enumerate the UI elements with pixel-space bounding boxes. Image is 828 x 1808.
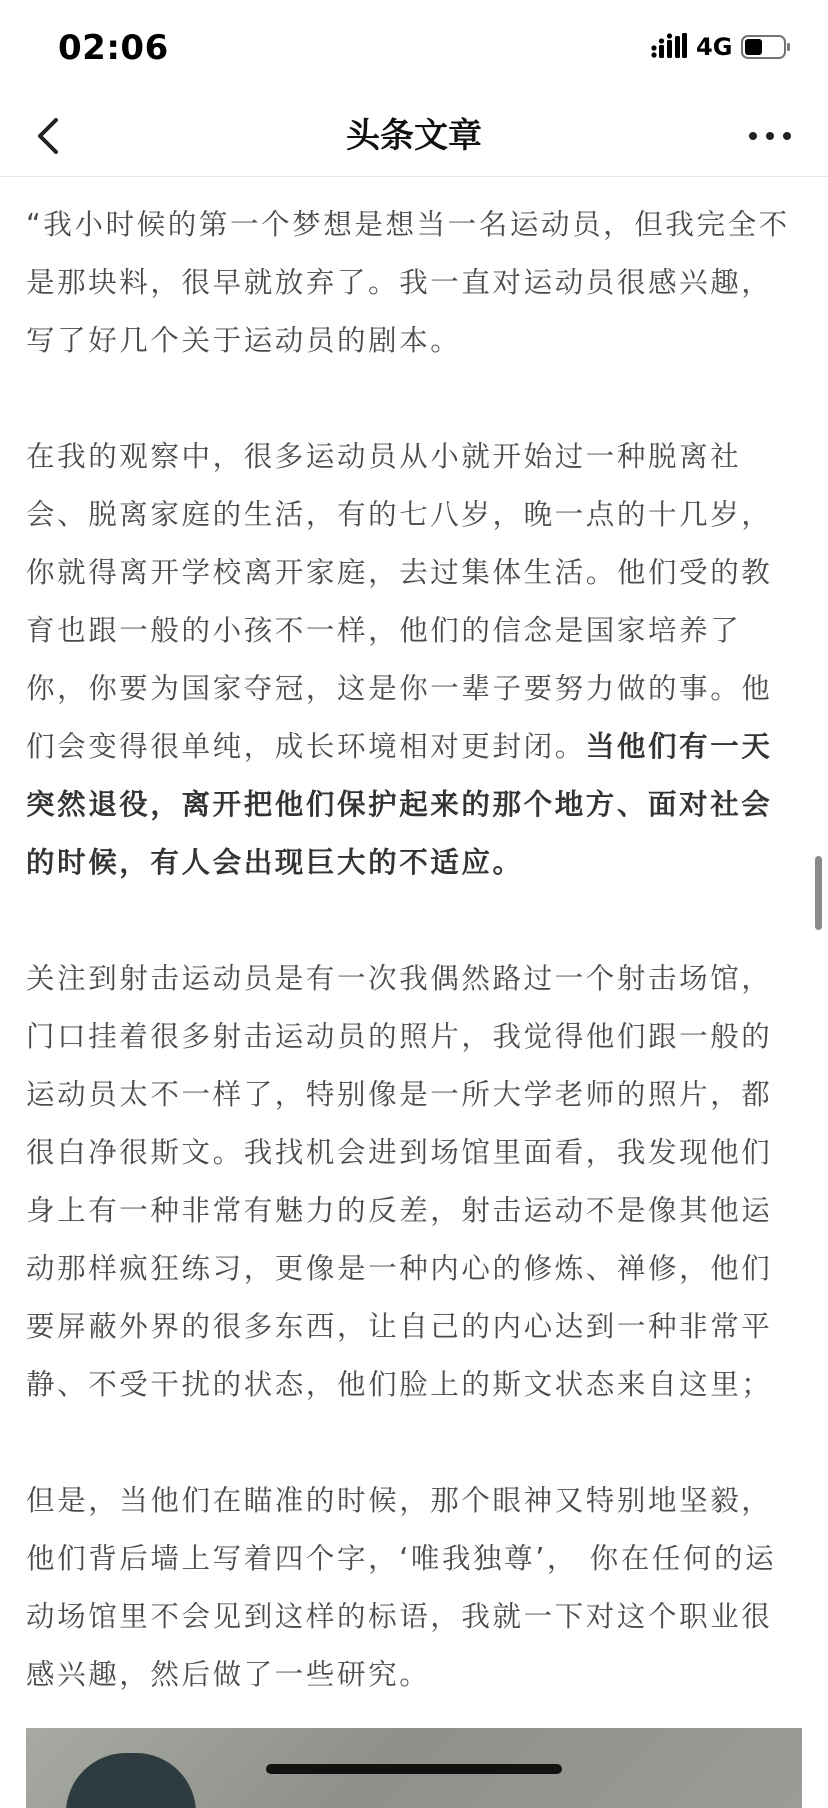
bold-highlight-text: 当他们有一天突然退役，离开把他们保护起来的那个地方、面对社会的时候，有人会出现巨大的不适应。 (26, 730, 773, 879)
back-button[interactable] (22, 110, 74, 162)
nav-bar (0, 96, 828, 177)
network-type: 4G (696, 33, 733, 61)
article-paragraph: “我小时候的第一个梦想是想当一名运动员，但我完全不是那块料，很早就放弃了。我一直对运动员很感兴趣，写了好几个关于运动员的剧本。 (26, 208, 790, 357)
page-title: 头条文章 (346, 116, 482, 156)
article-paragraph (26, 428, 802, 892)
article-paragraph: 关注到射击运动员是有一次我偶然路过一个射击场馆，门口挂着很多射击运动员的照片，我觉得他们跟一般的运动员太不一样了，特别像是一所大学老师的照片，都很白净很斯文。我找机会进到场馆里面看，我发现他们身上有一种非常有魅力的反差，射击运动不是像其他运动那样疯狂练习，更像是一种内心的修炼、禅修，他们要屏蔽外界的很多东西，让自己的内心达到一种非常平静、不受干扰的状态，他们脸上的斯文状态来自这里； (26, 962, 773, 1401)
more-button[interactable] (740, 110, 800, 162)
status-bar (0, 0, 828, 96)
back-arrow-icon (34, 116, 62, 156)
scrollbar[interactable] (815, 856, 822, 930)
paragraph-text: 在我的观察中，很多运动员从小就开始过一种脱离社会、脱离家庭的生活，有的七八岁，晚一点的十几岁，你就得离开学校离开家庭，去过集体生活。他们受的教育也跟一般的小孩不一样，他们的信念是国家培养了你，你要为国家夺冠，这是你一辈子要努力做的事。他们会变得很单纯，成长环境相对更封闭。 (26, 440, 773, 763)
athlete-photo (66, 1753, 196, 1808)
signal-icon (651, 33, 687, 59)
more-icon (748, 131, 792, 141)
status-time: 02:06 (58, 28, 169, 68)
battery-icon (741, 35, 791, 59)
article-paragraph: 但是，当他们在瞄准的时候，那个眼神又特别地坚毅，他们背后墙上写着四个字，‘唯我独尊’， 你在任何的运动场馆里不会见到这样的标语，我就一下对这个职业很感兴趣，然后做了一些研究。 (26, 1484, 777, 1691)
home-indicator[interactable] (266, 1764, 562, 1774)
article-body (26, 196, 802, 1704)
